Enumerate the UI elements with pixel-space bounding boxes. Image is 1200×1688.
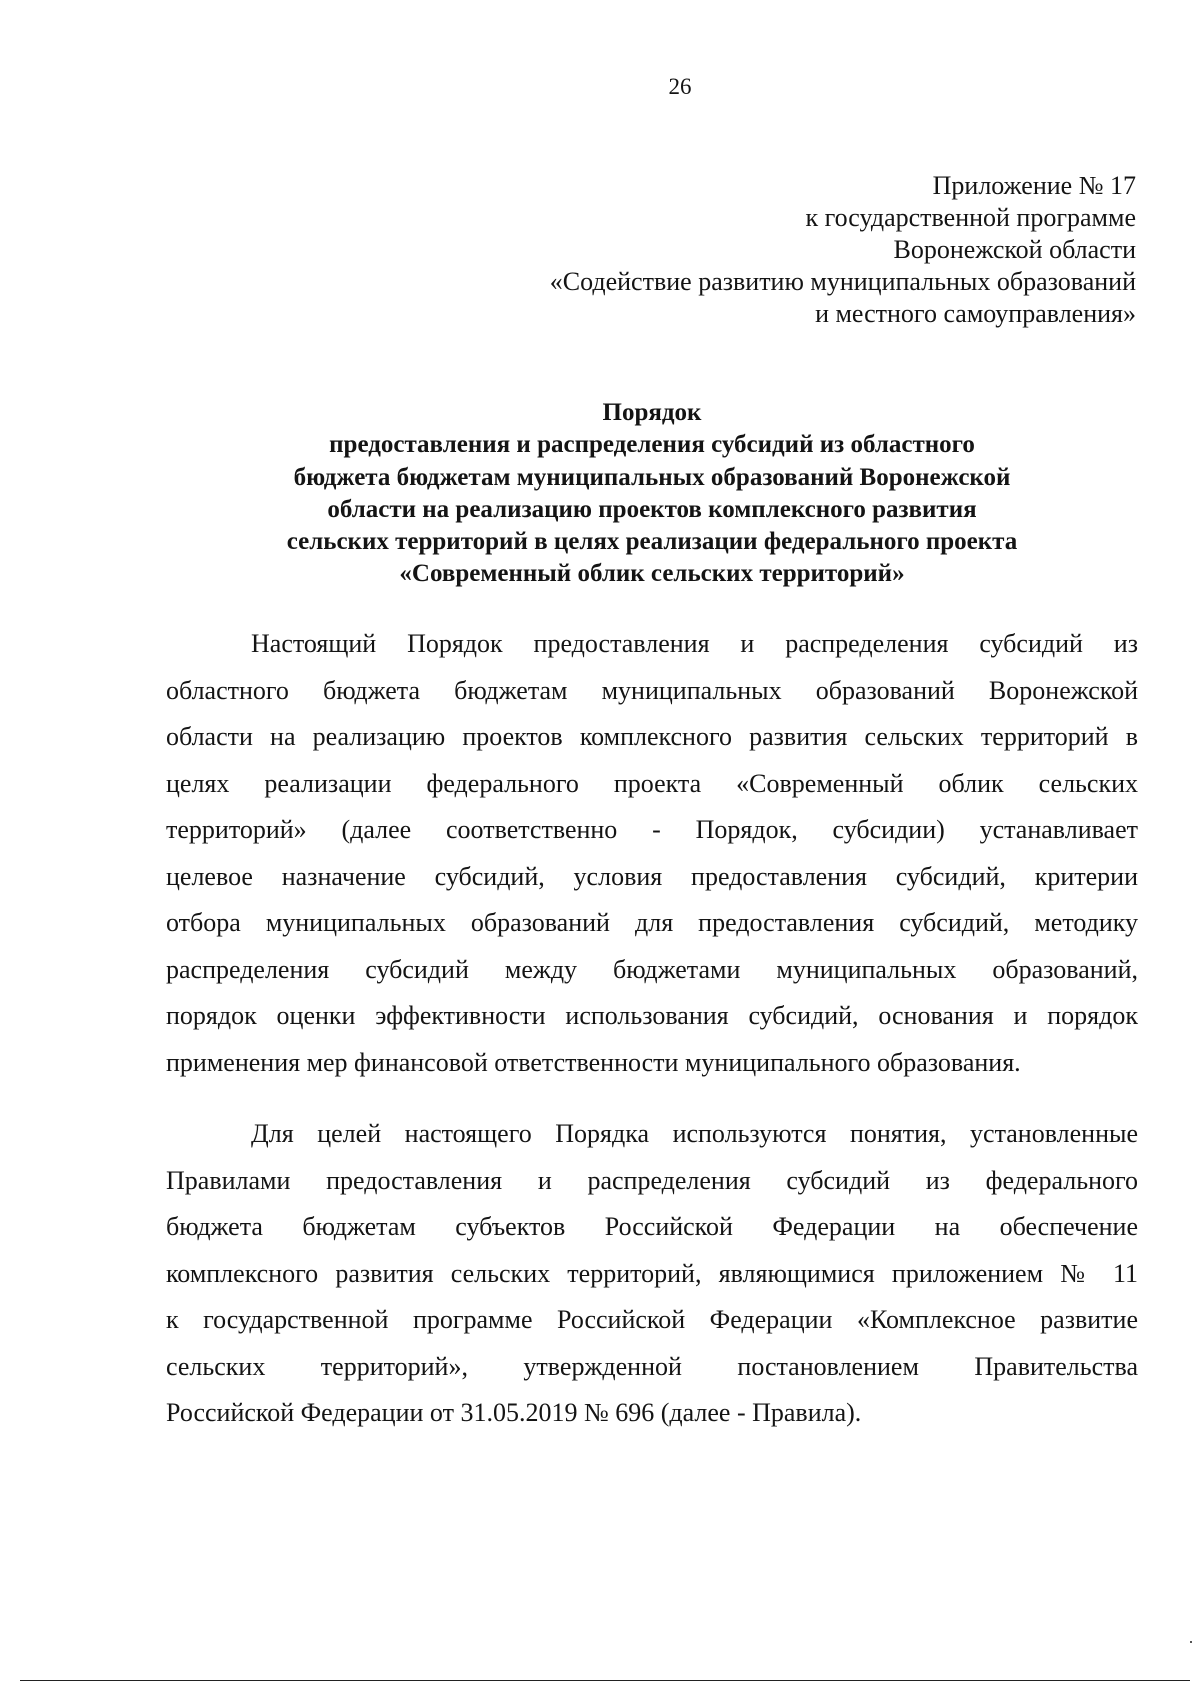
title-line: Порядок bbox=[602, 399, 702, 426]
appendix-line: и местного самоуправления» bbox=[815, 299, 1136, 328]
paragraph-line: к государственной программе Российской Федерации «Комплексное развитие bbox=[166, 1305, 1138, 1334]
paragraph-line: бюджета бюджетам субъектов Российской Федерации на обеспечение bbox=[166, 1212, 1138, 1241]
bottom-rule bbox=[20, 1680, 1190, 1681]
paragraph-line: области на реализацию проектов комплексного развития сельских территорий в bbox=[166, 722, 1138, 751]
paragraph-line: распределения субсидий между бюджетами муниципальных образований, bbox=[166, 954, 1138, 984]
scan-artifact bbox=[1190, 1641, 1192, 1643]
document-title bbox=[150, 397, 1154, 591]
appendix-header bbox=[236, 170, 1136, 330]
title-line: области на реализацию проектов комплексного развития bbox=[327, 495, 977, 523]
paragraph-line: целях реализации федерального проекта «Современный облик сельских bbox=[166, 768, 1138, 798]
title-line: предоставления и распределения субсидий из областного bbox=[329, 431, 975, 459]
title-line: сельских территорий в целях реализации федерального проекта bbox=[286, 528, 1018, 556]
paragraph-line: отбора муниципальных образований для предоставления субсидий, методику bbox=[166, 908, 1138, 937]
paragraph-line: сельских территорий», утвержденной постановлением Правительства bbox=[166, 1351, 1138, 1381]
paragraph-line: применения мер финансовой ответственности муниципального образования. bbox=[166, 1047, 1021, 1077]
paragraph-2 bbox=[166, 1111, 1138, 1437]
paragraph-line: территорий» (далее соответственно - Порядок, субсидии) устанавливает bbox=[166, 815, 1138, 844]
title-line: бюджета бюджетам муниципальных образований Воронежской bbox=[293, 463, 1011, 491]
paragraph-line: комплексного развития сельских территорий, являющимися приложением № 11 bbox=[166, 1258, 1138, 1288]
paragraph-line: целевое назначение субсидий, условия предоставления субсидий, критерии bbox=[166, 861, 1138, 891]
paragraph-1 bbox=[166, 621, 1138, 1086]
title-line: «Современный облик сельских территорий» bbox=[399, 560, 905, 588]
appendix-line: Приложение № 17 bbox=[932, 171, 1136, 200]
appendix-line: «Содействие развитию муниципальных образований bbox=[549, 267, 1136, 296]
paragraph-line: Настоящий Порядок предоставления и распределения субсидий из bbox=[251, 629, 1138, 658]
paragraph-line: порядок оценки эффективности использования субсидий, основания и порядок bbox=[166, 1001, 1138, 1030]
page-number: 26 bbox=[668, 74, 692, 99]
paragraph-line: областного бюджета бюджетам муниципальных образований Воронежской bbox=[166, 675, 1138, 705]
paragraph-line: Российской Федерации от 31.05.2019 № 696 (далее - Правила). bbox=[166, 1398, 862, 1427]
paragraph-line: Для целей настоящего Порядка используются понятия, установленные bbox=[251, 1119, 1138, 1148]
appendix-line: к государственной программе bbox=[805, 203, 1136, 232]
paragraph-line: Правилами предоставления и распределения субсидий из федерального bbox=[166, 1165, 1138, 1195]
appendix-line: Воронежской области bbox=[893, 235, 1136, 264]
